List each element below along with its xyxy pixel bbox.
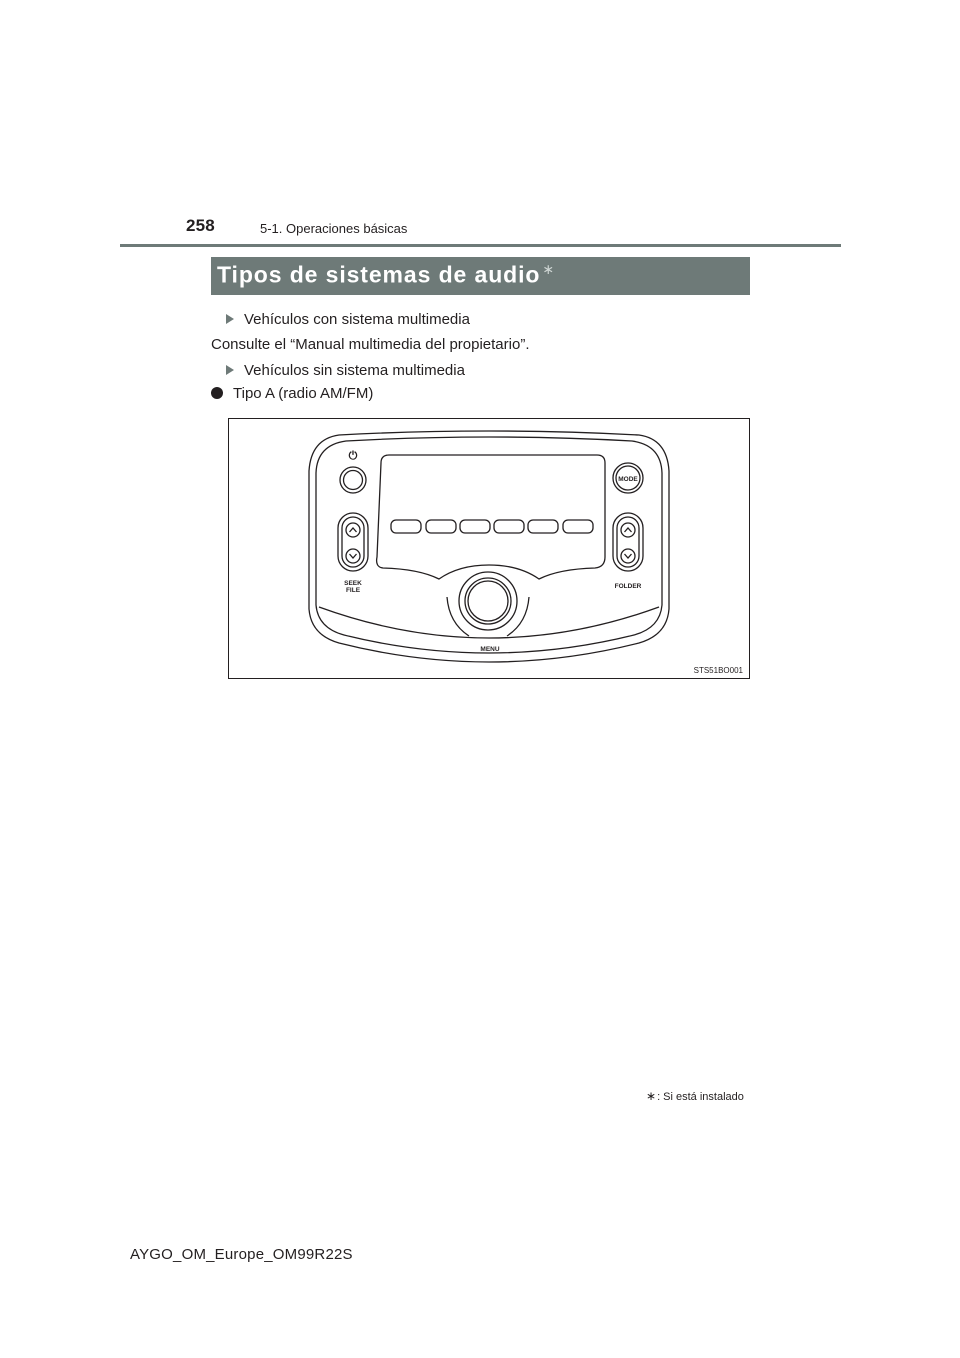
figure-code: STS51BO001 xyxy=(693,666,743,675)
footnote-marker: ∗ xyxy=(646,1089,657,1103)
circle-bullet-icon xyxy=(211,387,223,399)
file-label: FILE xyxy=(345,587,361,594)
list-item-text: Vehículos con sistema multimedia xyxy=(244,311,470,328)
list-item-multimedia xyxy=(226,311,470,328)
optional-marker: ∗ xyxy=(542,261,555,277)
mode-label: MODE xyxy=(618,476,638,483)
audio-unit-illustration xyxy=(229,419,749,678)
list-item-text: Vehículos sin sistema multimedia xyxy=(244,362,465,379)
triangle-bullet-icon xyxy=(226,314,234,324)
page-heading-text: Tipos de sistemas de audio xyxy=(217,261,541,288)
power-icon: ⏻ xyxy=(348,450,358,462)
menu-label: MENU xyxy=(480,646,500,653)
page-heading xyxy=(217,261,555,289)
seek-label: SEEK xyxy=(344,580,362,587)
header-rule xyxy=(120,244,841,247)
audio-unit-figure xyxy=(228,418,750,679)
footer-doc-id: AYGO_OM_Europe_OM99R22S xyxy=(130,1246,353,1263)
paragraph-manual-ref: Consulte el “Manual multimedia del propietario”. xyxy=(211,336,530,353)
folder-label: FOLDER xyxy=(614,583,642,590)
section-title: 5-1. Operaciones básicas xyxy=(260,221,408,236)
list-item-no-multimedia xyxy=(226,362,465,379)
triangle-bullet-icon xyxy=(226,365,234,375)
page-number: 258 xyxy=(186,216,215,235)
footnote xyxy=(646,1089,744,1103)
list-item-text: Tipo A (radio AM/FM) xyxy=(233,385,374,402)
footnote-text: : Si está instalado xyxy=(657,1091,744,1103)
list-item-type-a xyxy=(211,385,373,402)
